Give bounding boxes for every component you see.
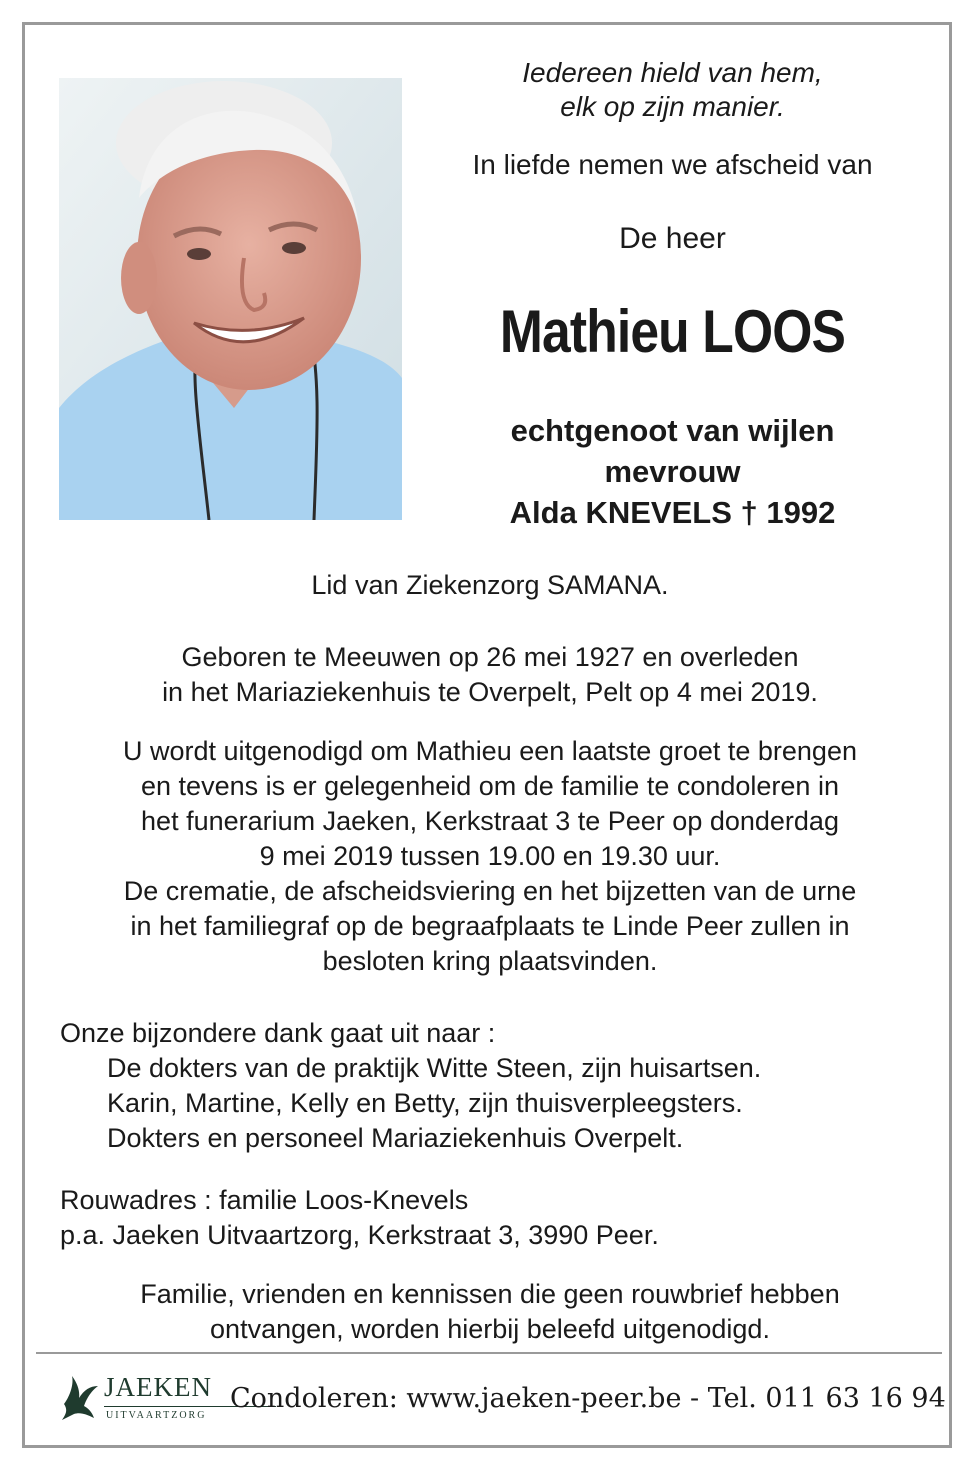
text-line: besloten kring plaatsvinden. xyxy=(322,946,658,976)
address-line: Rouwadres : familie Loos-Knevels xyxy=(60,1185,469,1215)
logo-name: JAEKEN xyxy=(104,1372,212,1402)
thanks-item: De dokters van de praktijk Witte Steen, zijn huisartsen. xyxy=(107,1053,762,1083)
address-line: p.a. Jaeken Uitvaartzorg, Kerkstraat 3, 3990 Peer. xyxy=(60,1220,659,1250)
text-line: en tevens is er gelegenheid om de familie te condoleren in xyxy=(141,771,839,801)
spouse-line: mevrouw xyxy=(604,454,741,489)
spouse-line: echtgenoot van wijlen xyxy=(510,413,835,448)
deceased-name: Mathieu LOOS xyxy=(499,298,846,365)
text-line: in het Mariaziekenhuis te Overpelt, Pelt op 4 mei 2019. xyxy=(162,677,818,707)
closing-text xyxy=(55,1277,925,1347)
text-line: De crematie, de afscheidsviering en het bijzetten van de urne xyxy=(123,876,857,906)
birth-death-text xyxy=(55,640,925,710)
text-line: U wordt uitgenodigd om Mathieu een laatste groet te brengen xyxy=(123,736,857,766)
quote-line: elk op zijn manier. xyxy=(560,91,785,122)
spouse-info xyxy=(420,410,925,533)
spouse-line: Alda KNEVELS † 1992 xyxy=(509,495,836,530)
text-line: in het familiegraf op de begraafplaats te Linde Peer zullen in xyxy=(130,911,850,941)
text-line: Geboren te Meeuwen op 26 mei 1927 en overleden xyxy=(181,642,799,672)
invitation-text xyxy=(55,734,925,979)
quote-line: Iedereen hield van hem, xyxy=(522,57,823,88)
text-line: 9 mei 2019 tussen 19.00 en 19.30 uur. xyxy=(259,841,721,871)
thanks-section xyxy=(60,1016,920,1156)
jaeken-logo xyxy=(60,1372,225,1428)
text-line: ontvangen, worden hierbij beleefd uitgenodigd. xyxy=(210,1314,770,1344)
opening-quote xyxy=(420,56,925,124)
footer-divider xyxy=(36,1352,942,1354)
logo-subtitle: UITVAARTZORG xyxy=(106,1410,207,1421)
mourning-address xyxy=(60,1183,920,1253)
text-line: het funerarium Jaeken, Kerkstraat 3 te Peer op donderdag xyxy=(141,806,839,836)
text-line: Familie, vrienden en kennissen die geen rouwbrief hebben xyxy=(140,1279,840,1309)
thanks-item: Dokters en personeel Mariaziekenhuis Overpelt. xyxy=(107,1123,684,1153)
honorific: De heer xyxy=(619,222,726,255)
portrait-photo xyxy=(59,78,402,520)
contact-line: Condoleren: www.jaeken-peer.be - Tel. 011 63 16 94 xyxy=(230,1383,946,1414)
intro-text: In liefde nemen we afscheid van xyxy=(472,149,873,180)
membership-text: Lid van Ziekenzorg SAMANA. xyxy=(311,570,669,600)
dove-icon xyxy=(60,1374,100,1422)
thanks-item: Karin, Martine, Kelly en Betty, zijn thuisverpleegsters. xyxy=(107,1088,743,1118)
thanks-heading: Onze bijzondere dank gaat uit naar : xyxy=(60,1018,496,1048)
